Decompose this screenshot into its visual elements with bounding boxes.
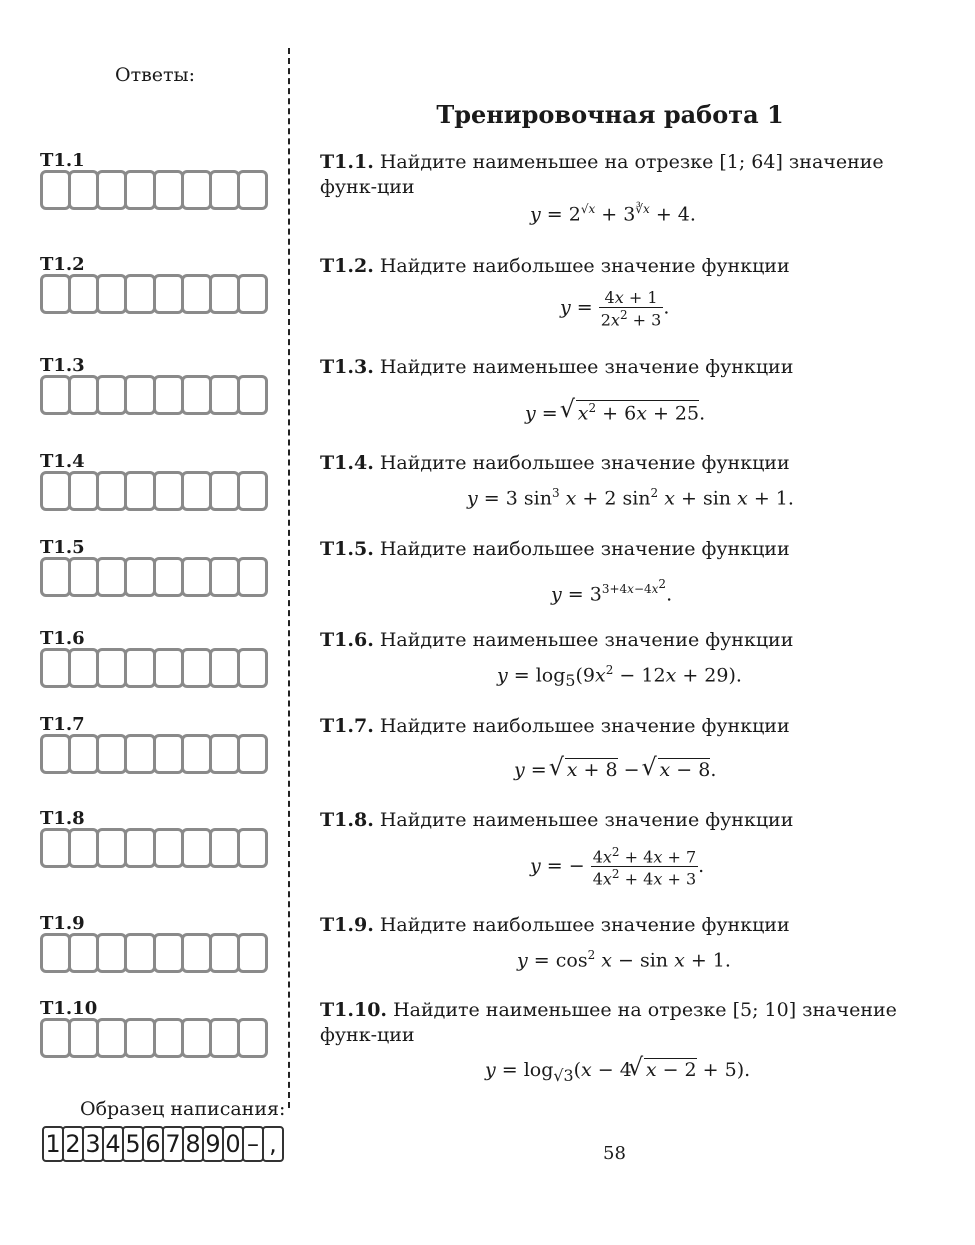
sample-digit: 1 [42,1126,64,1162]
answer-label-t1-8: T1.8 [40,808,85,829]
answer-grid-t1-6[interactable] [40,648,268,688]
answer-grid-t1-8[interactable] [40,828,268,868]
task-number: T1.3. [320,356,374,378]
task-t1-4 [320,451,910,476]
answer-label-t1-7: T1.7 [40,714,85,735]
sample-digit: 2 [62,1126,84,1162]
task-t1-5 [320,537,910,562]
sample-digit: 0 [222,1126,244,1162]
task-number: T1.2. [320,255,374,277]
formula-t1-1: $y = 2^{√x} + 3^{∛x} + 4$. [530,202,696,226]
task-number: T1.8. [320,809,374,831]
task-statement: Найдите наибольшее значение функции [379,715,790,737]
task-t1-3 [320,355,910,380]
task-statement: Найдите наименьшее на отрезке [5; 10] значение функ-ции [320,999,897,1046]
formula-t1-7: y = √ x + 8 − √ x − 8. [514,758,716,781]
answer-grid-t1-7[interactable] [40,734,268,774]
task-t1-8 [320,808,910,833]
answer-label-t1-2: T1.2 [40,254,85,275]
task-statement: Найдите наибольшее значение функции [379,914,790,936]
task-number: T1.1. [320,151,374,173]
task-t1-1 [320,150,910,200]
task-t1-10 [320,998,910,1048]
answer-grid-t1-3[interactable] [40,375,268,415]
formula-t1-10: $y = \log_{√3}(x - 4√$ x − 2 + 5). [485,1058,750,1085]
task-statement: Найдите наибольшее значение функции [379,255,790,277]
formula-t1-6: $y = \log_5(9x^2 - 12x + 29)$. [497,663,742,691]
answer-grid-t1-4[interactable] [40,471,268,511]
formula-t1-9: $y = \cos^2 x - \sin x + 1$. [517,948,731,972]
task-t1-7 [320,714,910,739]
answer-grid-t1-1[interactable] [40,170,268,210]
task-t1-2 [320,254,910,279]
task-statement: Найдите наименьшее значение функции [379,809,794,831]
task-number: T1.4. [320,452,374,474]
page-number: 58 [603,1143,626,1164]
answer-grid-t1-10[interactable] [40,1018,268,1058]
sample-digits [42,1126,282,1162]
formula-t1-3: y = √ $x^2 + 6x + 25$. [525,400,705,424]
sample-digit: 7 [162,1126,184,1162]
sample-digit: 5 [122,1126,144,1162]
formula-t1-8: y = − $\frac{4x^2 + 4x + 7}{4x^2 + 4x + 3}$ . [530,845,705,889]
answer-label-t1-9: T1.9 [40,913,85,934]
page-title: Тренировочная работа 1 [436,100,784,129]
task-number: T1.7. [320,715,374,737]
task-number: T1.6. [320,629,374,651]
answer-label-t1-4: T1.4 [40,451,85,472]
task-statement: Найдите наименьшее значение функции [379,356,794,378]
answer-label-t1-10: T1.10 [40,998,98,1019]
sample-digit: 4 [102,1126,124,1162]
answer-grid-t1-2[interactable] [40,274,268,314]
formula-t1-4: y = 3 $\sin^3 x + 2$ $\sin^2 x + \sin x + 1$. [467,486,794,510]
formula-t1-5: $y = 3^{3+4x-4x^2}$. [551,577,673,606]
answer-label-t1-3: T1.3 [40,355,85,376]
sample-digit: 3 [82,1126,104,1162]
task-t1-9 [320,913,910,938]
task-statement: Найдите наибольшее значение функции [379,452,790,474]
dashed-divider [288,48,290,1108]
sample-digit: – [242,1126,264,1162]
task-number: T1.9. [320,914,374,936]
answer-label-t1-1: T1.1 [40,150,85,171]
task-statement: Найдите наибольшее значение функции [379,538,790,560]
task-number: T1.10. [320,999,388,1021]
answer-label-t1-6: T1.6 [40,628,85,649]
sample-digit: , [262,1126,284,1162]
task-t1-6 [320,628,910,653]
task-statement: Найдите наименьшее значение функции [379,629,794,651]
answers-title: Ответы: [115,64,196,86]
answer-grid-t1-9[interactable] [40,933,268,973]
formula-t1-2: y = $\frac{4x + 1}{2x^2 + 3}$ . [560,288,670,330]
task-number: T1.5. [320,538,374,560]
sample-digit: 6 [142,1126,164,1162]
sample-label: Образец написания: [80,1098,286,1120]
sample-digit: 8 [182,1126,204,1162]
answer-label-t1-5: T1.5 [40,537,85,558]
answer-grid-t1-5[interactable] [40,557,268,597]
task-statement: Найдите наименьшее на отрезке [1; 64] значение функ-ции [320,151,884,198]
sample-digit: 9 [202,1126,224,1162]
